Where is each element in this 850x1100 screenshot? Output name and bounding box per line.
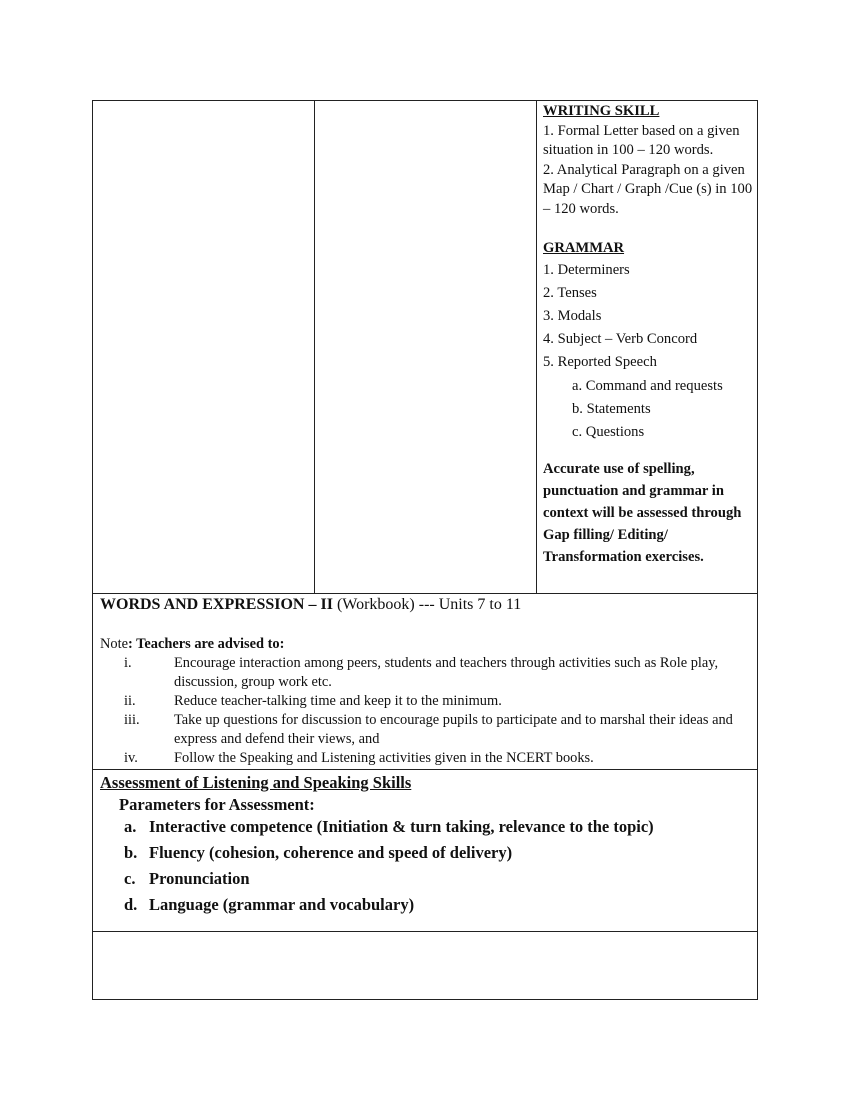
parameter-text: Pronunciation xyxy=(149,869,250,888)
parameter-text: Fluency (cohesion, coherence and speed of delivery) xyxy=(149,843,513,862)
grammar-item: 4. Subject – Verb Concord xyxy=(543,331,698,348)
parameter-item xyxy=(124,841,654,867)
list-item xyxy=(100,711,750,749)
list-item-number: iii. xyxy=(124,712,140,728)
parameter-item xyxy=(124,893,654,919)
parameters-list xyxy=(124,815,654,919)
assessment-title: Assessment of Listening and Speaking Skills xyxy=(100,773,412,792)
list-item-text: Reduce teacher-talking time and keep it to the minimum. xyxy=(174,693,502,709)
grammar-item: 3. Modals xyxy=(543,307,602,324)
parameter-text: Interactive competence (Initiation & turn taking, relevance to the topic) xyxy=(149,817,654,836)
grammar-subitem: a. Command and requests xyxy=(572,377,723,394)
parameter-item xyxy=(124,815,654,841)
parameter-letter: d. xyxy=(124,895,138,914)
writing-grammar-cell xyxy=(543,102,755,568)
parameter-item xyxy=(124,867,654,893)
parameter-text: Language (grammar and vocabulary) xyxy=(149,895,415,914)
list-item xyxy=(100,654,750,692)
list-item-number: ii. xyxy=(124,693,136,709)
list-item-number: i. xyxy=(124,655,132,671)
note-text: : Teachers are advised to: xyxy=(127,636,285,652)
parameters-heading: Parameters for Assessment: xyxy=(119,795,315,814)
grammar-subitem: b. Statements xyxy=(572,400,651,417)
list-item xyxy=(100,749,750,768)
list-item xyxy=(100,692,750,711)
column-divider xyxy=(536,100,537,594)
writing-item-formal-letter: 1. Formal Letter based on a given situation in 100 – 120 words. xyxy=(543,122,740,158)
writing-skill-heading: WRITING SKILL xyxy=(543,103,660,119)
grammar-item: 1. Determiners xyxy=(543,261,630,278)
empty-row xyxy=(92,931,758,1000)
grammar-heading: GRAMMAR xyxy=(543,240,625,256)
teacher-note xyxy=(100,635,284,654)
writing-item-analytical-paragraph: 2. Analytical Paragraph on a given Map / Chart / Graph /Cue (s) in 100 – 120 words. xyxy=(543,161,753,217)
words-expression-title-rest: (Workbook) --- Units 7 to 11 xyxy=(332,596,522,613)
parameter-letter: a. xyxy=(124,817,137,836)
column-divider xyxy=(314,100,315,594)
grammar-item: 2. Tenses xyxy=(543,284,597,301)
assessment-note: Accurate use of spelling, punctuation and grammar in context will be assessed through Gap filling/ Editing/ Transformation exercises. xyxy=(543,461,742,566)
grammar-item: 5. Reported Speech xyxy=(543,354,657,371)
teacher-note-list xyxy=(100,654,750,768)
grammar-subitem: c. Questions xyxy=(572,423,645,440)
list-item-number: iv. xyxy=(124,750,138,766)
list-item-text: Encourage interaction among peers, students and teachers through activities such as Role play, discussion, group work etc. xyxy=(174,655,719,690)
reported-speech-sublist xyxy=(543,375,755,445)
words-expression-title xyxy=(100,594,521,616)
parameter-letter: b. xyxy=(124,843,138,862)
list-item-text: Follow the Speaking and Listening activities given in the NCERT books. xyxy=(174,750,594,766)
parameter-letter: c. xyxy=(124,869,136,888)
note-label: Note xyxy=(100,636,128,652)
list-item-text: Take up questions for discussion to encourage pupils to participate and to marshal their ideas and express and defend their views, and xyxy=(174,712,733,747)
words-expression-title-bold: WORDS AND EXPRESSION – II xyxy=(100,596,333,613)
grammar-list xyxy=(543,259,755,375)
